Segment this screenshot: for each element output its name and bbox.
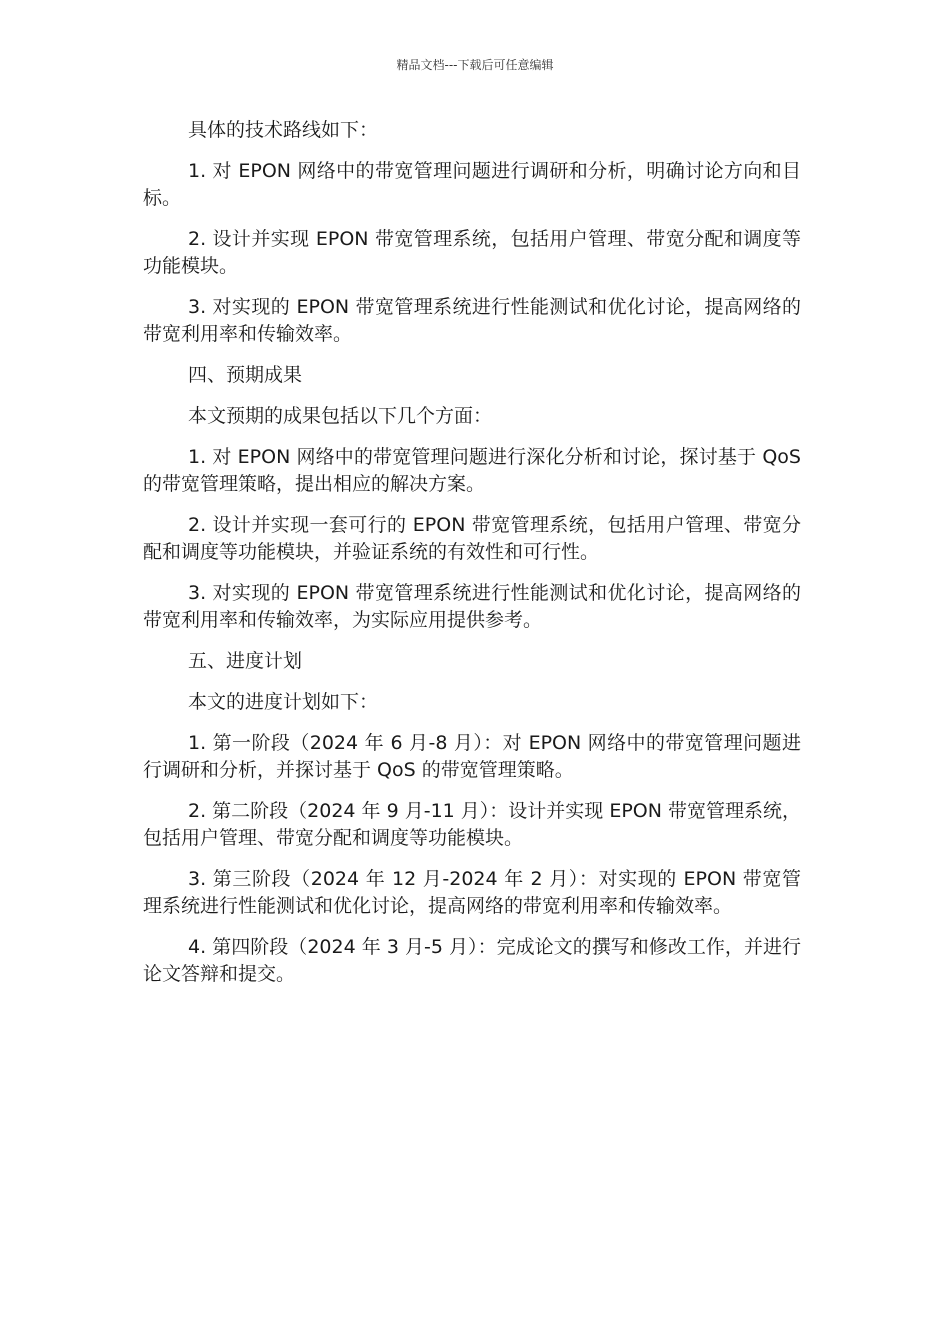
- route-item-2: 2. 设计并实现 EPON 带宽管理系统，包括用户管理、带宽分配和调度等功能模块。: [143, 228, 801, 277]
- section-heading-expected-results: 四、预期成果: [188, 364, 303, 386]
- route-item-1: 1. 对 EPON 网络中的带宽管理问题进行调研和分析，明确讨论方向和目标。: [143, 160, 801, 209]
- result-item-1: 1. 对 EPON 网络中的带宽管理问题进行深化分析和讨论，探讨基于 QoS 的带宽管理策略，提出相应的解决方案。: [143, 446, 801, 495]
- intro-paragraph: 具体的技术路线如下：: [188, 119, 379, 141]
- expected-results-intro: 本文预期的成果包括以下几个方面：: [188, 405, 493, 427]
- schedule-stage-1: 1. 第一阶段（2024 年 6 月-8 月）：对 EPON 网络中的带宽管理问题进行调研和分析，并探讨基于 QoS 的带宽管理策略。: [143, 732, 801, 781]
- schedule-intro: 本文的进度计划如下：: [188, 691, 379, 713]
- schedule-stage-4: 4. 第四阶段（2024 年 3 月-5 月）：完成论文的撰写和修改工作，并进行论文答辩和提交。: [143, 936, 801, 985]
- document-body: [143, 117, 801, 1002]
- schedule-stage-2: 2. 第二阶段（2024 年 9 月-11 月）：设计并实现 EPON 带宽管理系统，包括用户管理、带宽分配和调度等功能模块。: [143, 800, 802, 849]
- page-header: 精品文档---下载后可任意编辑: [396, 58, 554, 72]
- schedule-stage-3: 3. 第三阶段（2024 年 12 月-2024 年 2 月）：对实现的 EPON 带宽管理系统进行性能测试和优化讨论，提高网络的带宽利用率和传输效率。: [143, 868, 801, 917]
- result-item-2: 2. 设计并实现一套可行的 EPON 带宽管理系统，包括用户管理、带宽分配和调度等功能模块，并验证系统的有效性和可行性。: [143, 514, 801, 563]
- section-heading-schedule: 五、进度计划: [188, 650, 303, 672]
- route-item-3: 3. 对实现的 EPON 带宽管理系统进行性能测试和优化讨论，提高网络的带宽利用率和传输效率。: [143, 296, 801, 345]
- result-item-3: 3. 对实现的 EPON 带宽管理系统进行性能测试和优化讨论，提高网络的带宽利用率和传输效率，为实际应用提供参考。: [143, 582, 801, 631]
